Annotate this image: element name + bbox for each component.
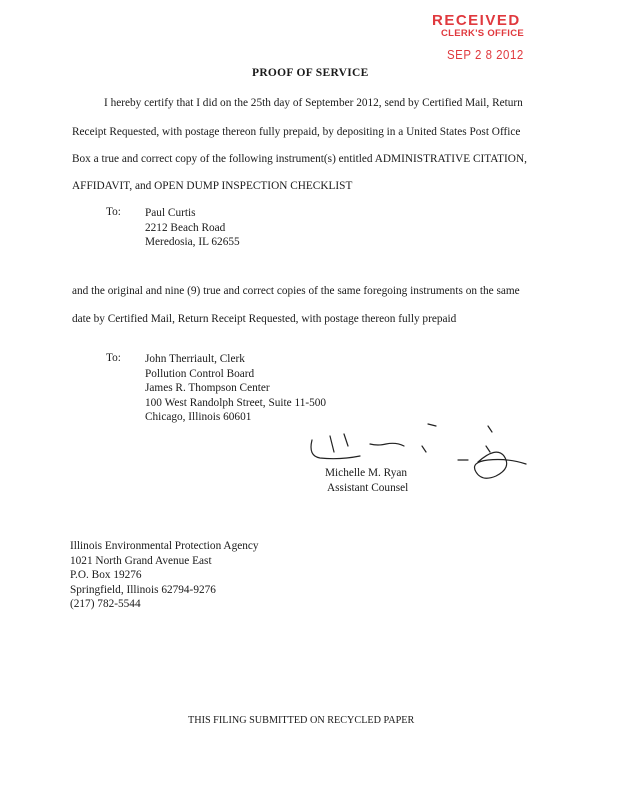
recipient1-city: Meredosia, IL 62655 — [145, 236, 240, 249]
recipient2-address — [145, 352, 326, 425]
recipient2-city: Chicago, Illinois 60601 — [145, 411, 252, 424]
paragraph1-line-2: Receipt Requested, with postage thereon fully prepaid, by depositing in a United States Post Office — [72, 126, 521, 138]
paragraph1-line-1: I hereby certify that I did on the 25th day of September 2012, send by Certified Mail, Return — [104, 97, 523, 109]
paragraph2-line-1: and the original and nine (9) true and correct copies of the same foregoing instruments on the same — [72, 285, 520, 297]
recipient2-building: James R. Thompson Center — [145, 382, 270, 395]
recipient2-label: To: — [106, 352, 121, 364]
agency-address — [70, 539, 259, 612]
recipient1-label: To: — [106, 206, 121, 218]
page-title: PROOF OF SERVICE — [252, 67, 369, 79]
agency-city: Springfield, Illinois 62794-9276 — [70, 583, 216, 596]
agency-name: Illinois Environmental Protection Agency — [70, 540, 259, 552]
agency-pobox: P.O. Box 19276 — [70, 569, 142, 582]
agency-street: 1021 North Grand Avenue East — [70, 554, 212, 567]
paragraph1-line-4: AFFIDAVIT, and OPEN DUMP INSPECTION CHECKLIST — [72, 180, 353, 192]
recipient2-street: 100 West Randolph Street, Suite 11-500 — [145, 396, 327, 409]
agency-phone: (217) 782-5544 — [70, 598, 141, 611]
footer-note: THIS FILING SUBMITTED ON RECYCLED PAPER — [188, 715, 415, 726]
received-stamp-title: RECEIVED — [432, 12, 521, 29]
received-stamp-office: CLERK'S OFFICE — [441, 28, 524, 39]
recipient2-org: Pollution Control Board — [145, 367, 255, 380]
received-stamp-date: SEP 2 8 2012 — [447, 47, 524, 62]
recipient2-name: John Therriault, Clerk — [145, 353, 245, 365]
recipient1-street: 2212 Beach Road — [145, 221, 226, 234]
paragraph1-line-3: Box a true and correct copy of the following instrument(s) entitled ADMINISTRATIVE CITATION, — [72, 153, 527, 165]
recipient1-address — [145, 206, 240, 250]
paragraph2-line-2: date by Certified Mail, Return Receipt Requested, with postage thereon fully prepaid — [72, 313, 457, 325]
recipient1-name: Paul Curtis — [145, 207, 196, 219]
signer-name: Michelle M. Ryan — [325, 467, 408, 479]
signer-title: Assistant Counsel — [327, 482, 409, 494]
